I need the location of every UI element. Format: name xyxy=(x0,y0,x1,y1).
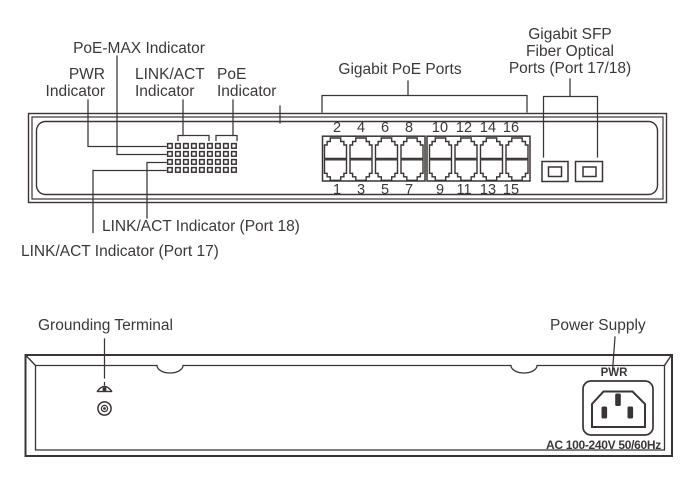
label-gigabit-sfp-ports: Gigabit SFP Fiber Optical Ports (Port 17/18) xyxy=(508,26,632,77)
sfp-port-18-inner xyxy=(583,167,596,177)
rj45-port xyxy=(455,138,477,159)
power-inlet xyxy=(583,381,653,435)
port-number: 15 xyxy=(502,182,520,198)
grounding-symbol-icon xyxy=(98,383,112,392)
port-numbers-top-row xyxy=(0,121,700,136)
poe-port-groups xyxy=(323,136,531,181)
rj45-port xyxy=(325,138,347,159)
grounding-screw xyxy=(98,402,111,415)
label-grounding-terminal: Grounding Terminal xyxy=(38,317,173,334)
port-number: 4 xyxy=(356,120,366,136)
port-number: 16 xyxy=(502,120,520,136)
sfp-port-17-inner xyxy=(549,167,562,177)
front-panel-drawing xyxy=(29,56,667,233)
rj45-port xyxy=(506,138,528,159)
bracket-gigabit-poe-ports xyxy=(322,81,527,112)
port-number: 6 xyxy=(380,120,390,136)
rj45-port xyxy=(401,160,423,181)
power-inlet-pins xyxy=(602,394,634,419)
port-number: 2 xyxy=(332,120,342,136)
port-number: 12 xyxy=(455,120,473,136)
bracket-poe xyxy=(216,136,237,141)
sfp-port-17 xyxy=(542,162,568,182)
rj45-port xyxy=(506,160,528,181)
rj45-port xyxy=(481,160,503,181)
port-number: 7 xyxy=(404,182,414,198)
label-poe-max-indicator: PoE-MAX Indicator xyxy=(73,40,205,57)
port-number: 10 xyxy=(431,120,449,136)
label-gigabit-poe-ports: Gigabit PoE Ports xyxy=(338,61,462,78)
label-link-act-port17: LINK/ACT Indicator (Port 17) xyxy=(21,243,219,260)
port-number: 9 xyxy=(435,182,445,198)
label-power-supply: Power Supply xyxy=(550,317,646,334)
bracket-link-act xyxy=(178,136,209,141)
rj45-port xyxy=(430,160,452,181)
label-ac-rating: AC 100-240V 50/60Hz xyxy=(545,438,661,452)
led-matrix xyxy=(166,142,238,174)
rj45-port xyxy=(376,160,398,181)
port-number: 3 xyxy=(356,182,366,198)
label-pwr-inlet: PWR xyxy=(600,367,628,379)
rj45-port xyxy=(350,138,372,159)
rj45-port xyxy=(350,160,372,181)
label-link-act-indicator: LINK/ACT Indicator xyxy=(135,66,205,100)
label-poe-indicator: PoE Indicator xyxy=(217,66,277,100)
port-number: 11 xyxy=(456,182,472,198)
port-number: 8 xyxy=(404,120,414,136)
port-number: 5 xyxy=(380,182,390,198)
sfp-ports xyxy=(542,162,603,182)
rj45-port xyxy=(481,138,503,159)
rj45-port xyxy=(325,160,347,181)
port-number: 14 xyxy=(479,120,497,136)
rear-corner-chamfers xyxy=(26,355,672,366)
label-link-act-port18: LINK/ACT Indicator (Port 18) xyxy=(102,218,300,235)
rj45-port xyxy=(401,138,423,159)
label-pwr-indicator: PWR Indicator xyxy=(45,66,105,100)
rj45-port xyxy=(455,160,477,181)
bracket-sfp xyxy=(544,79,598,157)
rj45-port xyxy=(376,138,398,159)
sfp-port-18 xyxy=(576,162,603,182)
port-number: 13 xyxy=(479,182,497,198)
rj45-port xyxy=(430,138,452,159)
port-numbers-bottom-row xyxy=(0,183,700,198)
port-number: 1 xyxy=(332,182,342,198)
